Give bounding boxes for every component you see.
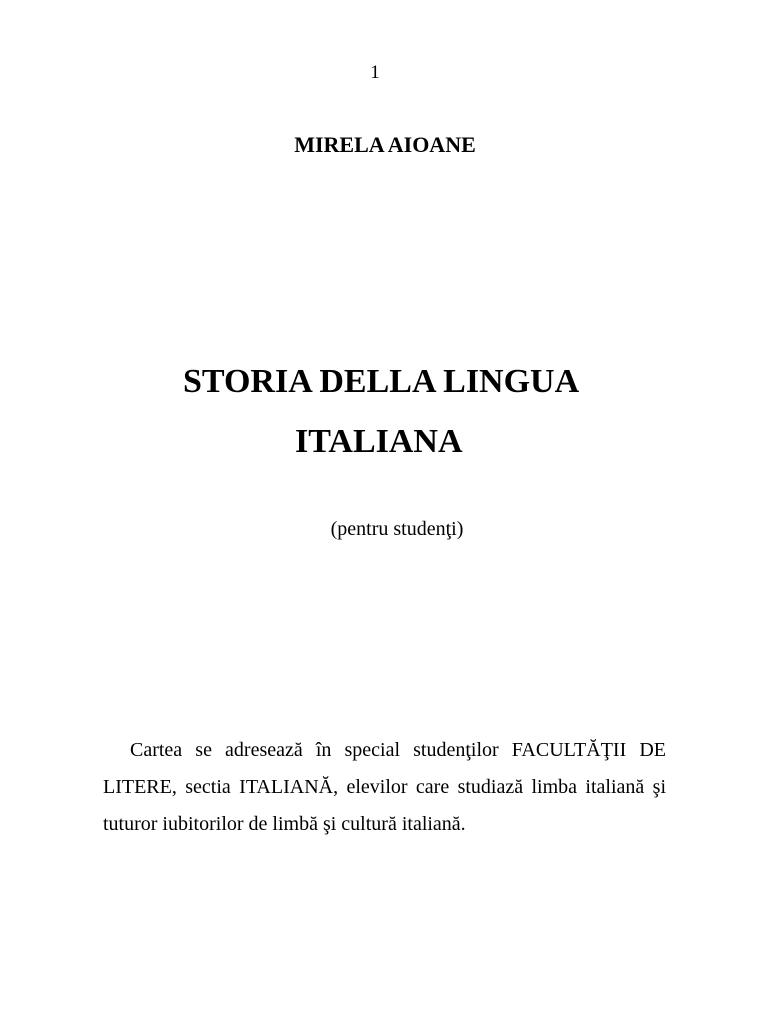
book-title-line-2: ITALIANA [295, 423, 463, 460]
description-paragraph: Cartea se adresează în special studenţilor FACULTĂŢII DE LITERE, sectia ITALIANĂ, elevilor care studiază limba italiană şi tuturor iubitorilor de limbă şi cultură italiană. [103, 739, 666, 835]
page-number: 1 [370, 62, 380, 83]
author-name: MIRELA AIOANE [294, 132, 476, 157]
book-subtitle: (pentru studenţi) [330, 518, 464, 540]
book-title-line-1: STORIA DELLA LINGUA [183, 363, 580, 400]
